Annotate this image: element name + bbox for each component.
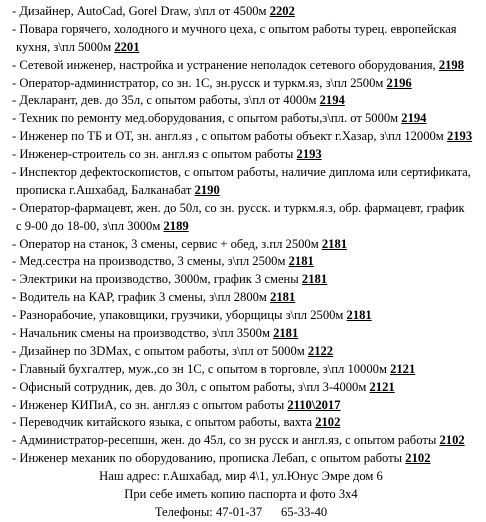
vacancy-text: кухня, з\пл 5000м — [16, 39, 115, 54]
vacancy-code: 2193 — [446, 129, 473, 144]
vacancy-code: 2110\2017 — [287, 397, 341, 412]
vacancy-text: с 9-00 до 18-00, з\пл 3000м — [16, 218, 164, 233]
vacancy-code: 2190 — [194, 182, 220, 197]
vacancy-line — [0, 271, 486, 289]
vacancy-text: - Дизайнер, AutoCad, Gorel Draw, з\пл от 4500м — [12, 4, 270, 18]
vacancy-code: 2122 — [307, 343, 334, 358]
vacancy-text: - Мед.сестра на производство, 3 смены, з\пл 2500м — [12, 254, 289, 269]
vacancy-code: 2121 — [369, 379, 395, 394]
vacancy-line — [0, 3, 486, 21]
vacancy-line — [0, 379, 486, 397]
vacancy-text: - Инженер по ТБ и ОТ, зн. англ.яз , с опытом работы объект г.Хазар, з\пл 12000м — [12, 129, 447, 144]
vacancy-text: - Инспектор дефектоскопистов, с опытом работы, наличие диплома или сертификата, — [12, 165, 471, 180]
vacancy-line — [0, 450, 486, 468]
vacancy-line — [0, 236, 486, 254]
vacancy-text: - Водитель на КАР, график 3 смены, з\пл 2800м — [12, 290, 271, 305]
vacancy-text: - Электрики на производство, 3000м, график 3 смены — [12, 272, 302, 287]
vacancy-text: - Дизайнер по 3DMax, с опытом работы, з\пл от 5000м — [12, 343, 308, 358]
vacancy-line — [0, 343, 486, 361]
vacancy-text: - Администратор-ресепшн, жен. до 45л, со зн русск и англ.яз, с опытом работы — [12, 433, 440, 448]
vacancy-line — [0, 39, 486, 57]
vacancy-text: - Начальник смены на производство, з\пл 3500м — [12, 326, 274, 341]
vacancy-text: - Переводчик китайского языка, с опытом работы, вахта — [12, 415, 316, 430]
vacancy-code: 2102 — [315, 415, 341, 430]
contact-footer — [0, 468, 486, 522]
vacancy-code: 2121 — [390, 361, 416, 376]
vacancy-line — [0, 21, 486, 39]
vacancy-line — [0, 218, 486, 236]
vacancy-line — [0, 75, 486, 93]
vacancy-text: - Сетевой инженер, настройка и устранение неполадок сетевого оборудования, — [12, 57, 439, 72]
vacancy-line — [0, 164, 486, 182]
vacancy-text: прописка г.Ашхабад, Балканабат — [16, 182, 195, 197]
vacancy-line — [0, 414, 486, 432]
vacancy-line — [0, 253, 486, 271]
vacancy-code: 2196 — [386, 75, 412, 90]
vacancy-text: - Инженер механик по оборудованию, прописка Лебап, с опытом работы — [12, 451, 406, 466]
vacancy-line — [0, 200, 486, 218]
vacancy-code: 2102 — [439, 433, 465, 448]
vacancy-line — [0, 397, 486, 415]
vacancy-text: - Оператор на станок, 3 смены, сервис + обед, з.пл 2500м — [12, 236, 322, 251]
vacancy-list — [0, 3, 486, 468]
vacancy-line — [0, 325, 486, 343]
vacancy-code: 2194 — [319, 93, 345, 108]
vacancy-text: - Инженер-строитель со зн. англ.яз с опытом работы — [12, 147, 297, 162]
vacancy-code: 2181 — [321, 236, 348, 251]
vacancy-line — [0, 92, 486, 110]
vacancy-line — [0, 110, 486, 128]
vacancy-line — [0, 289, 486, 307]
vacancy-code: 2181 — [288, 254, 314, 269]
vacancy-line — [0, 182, 486, 200]
vacancy-text: - Главный бухгалтер, муж.,со зн 1С, с опытом в торговле, з\пл 10000м — [12, 361, 391, 376]
vacancy-line — [0, 57, 486, 75]
vacancy-line — [0, 128, 486, 146]
vacancy-text: - Инженер КИПиА, со зн. англ.яз с опытом работы — [12, 397, 288, 412]
vacancy-code: 2194 — [401, 111, 427, 126]
vacancy-document — [0, 3, 486, 522]
vacancy-text: - Повара горячего, холодного и мучного цеха, с опытом работы турец. европейская — [12, 21, 457, 36]
vacancy-line — [0, 361, 486, 379]
vacancy-line — [0, 432, 486, 450]
vacancy-code: 2181 — [346, 308, 372, 323]
vacancy-code: 2198 — [438, 57, 464, 72]
vacancy-text: - Оператор-администратор, со зн. 1С, зн.русск и туркм.яз, з\пл 2500м — [12, 75, 387, 90]
vacancy-text: - Техник по ремонту мед.оборудования, с опытом работы,з\пл. от 5000м — [12, 111, 402, 126]
footer-phones: Телефоны: 47-01-37 65-33-40 — [154, 504, 328, 519]
vacancy-code: 2189 — [163, 218, 189, 233]
vacancy-code: 2202 — [269, 4, 295, 18]
vacancy-text: - Оператор-фармацевт, жен. до 50л, со зн. русск. и туркм.я.з, обр. фармацевт, график — [12, 200, 465, 215]
vacancy-code: 2181 — [273, 326, 299, 341]
vacancy-text: - Разнорабочие, упаковщики, грузчики, уборщицы з\пл 2500м — [12, 308, 347, 323]
vacancy-code: 2193 — [296, 147, 322, 162]
vacancy-line — [0, 307, 486, 325]
vacancy-text: - Офисный сотрудник, дев. до 30л, с опытом работы, з\пл 3-4000м — [12, 379, 370, 394]
vacancy-line — [0, 146, 486, 164]
footer-address: Наш адрес: г.Ашхабад, мир 4\1, ул.Юнус Эмре дом 6 — [99, 469, 383, 484]
vacancy-text: - Декларант, дев. до 35л, с опытом работы, з\пл от 4000м — [12, 93, 320, 108]
vacancy-code: 2201 — [114, 39, 140, 54]
vacancy-code: 2102 — [405, 451, 431, 466]
vacancy-code: 2181 — [301, 272, 328, 287]
vacancy-code: 2181 — [270, 290, 296, 305]
footer-note: При себе иметь копию паспорта и фото 3х4 — [124, 487, 358, 502]
